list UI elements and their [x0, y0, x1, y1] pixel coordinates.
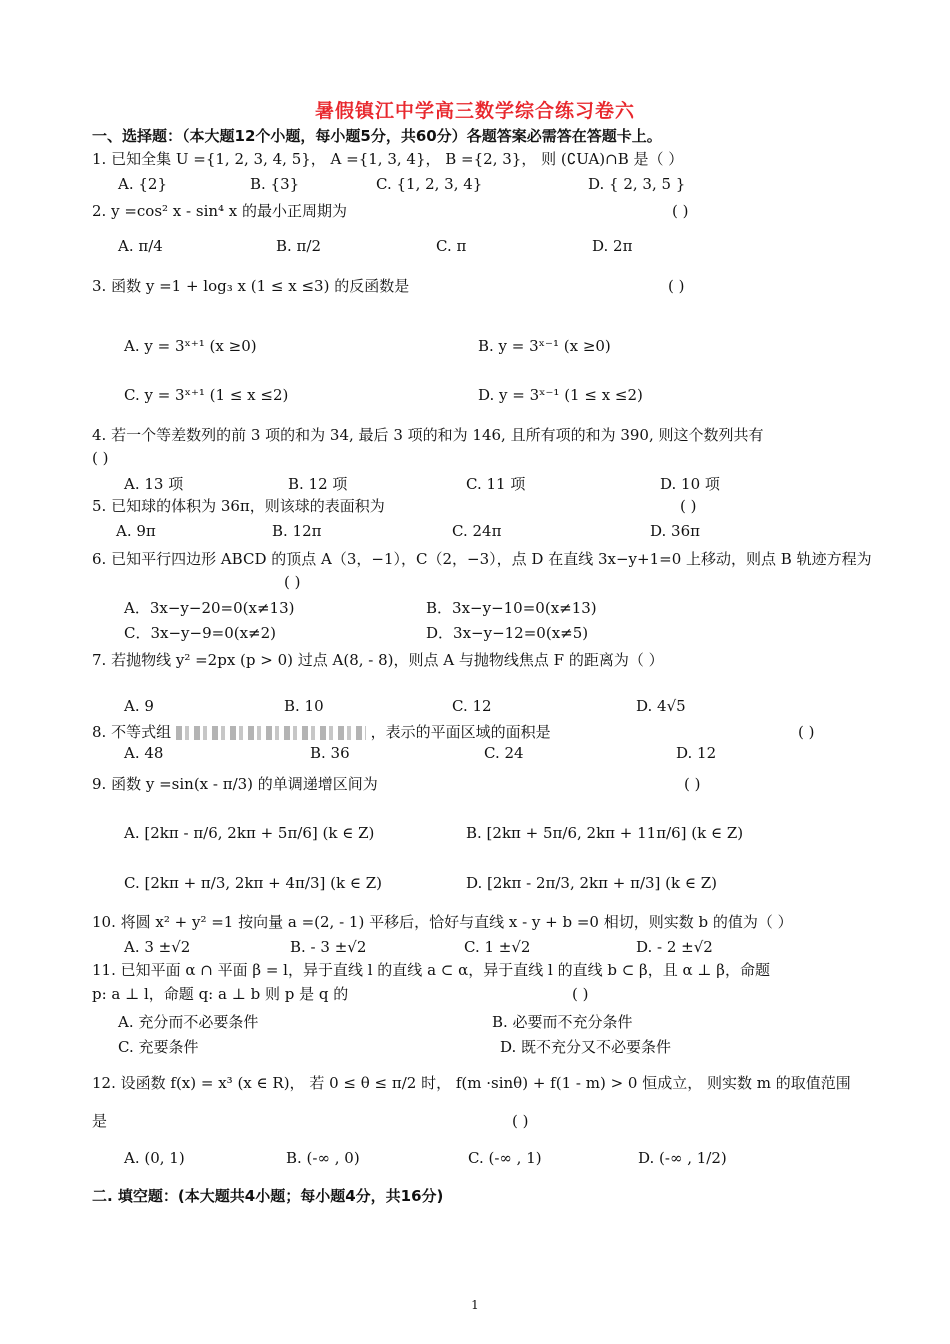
question-8-text-a: 8. 不等式组 [92, 723, 172, 741]
q12-option-a: A. (0, 1) [124, 1149, 185, 1167]
q7-option-d: D. 4√5 [636, 697, 686, 715]
q2-option-b: B. π/2 [276, 237, 322, 255]
q3-option-a: A. y = 3ˣ⁺¹ (x ≥0) [124, 337, 257, 355]
q8-option-b: B. 36 [310, 744, 350, 762]
page-title: 暑假镇江中学高三数学综合练习卷六 [314, 100, 635, 122]
q4-option-a: A. 13 项 [124, 475, 184, 493]
question-11: 11. 已知平面 α ∩ 平面 β = l，异于直线 l 的直线 a ⊂ α，异于直线 l 的直线 b ⊂ β，且 α ⊥ β，命题 [92, 961, 770, 979]
q11-option-d: D. 既不充分又不必要条件 [500, 1038, 672, 1056]
q2-option-a: A. π/4 [118, 237, 163, 255]
q9-option-d: D. [2kπ - 2π/3, 2kπ + π/3] (k ∈ Z) [466, 874, 718, 892]
q6-option-a: A．3x−y−20=0(x≠13) [124, 599, 295, 617]
q7-option-b: B. 10 [284, 697, 324, 715]
q12-option-c: C. (-∞ , 1) [468, 1149, 542, 1167]
question-2: 2. y =cos² x - sin⁴ x 的最小正周期为 [92, 202, 348, 220]
q10-option-a: A. 3 ±√2 [124, 938, 191, 956]
question-12-line-2: 是 [92, 1112, 108, 1130]
page-number: 1 [471, 1298, 479, 1312]
q8-option-a: A. 48 [124, 744, 164, 762]
q8-answer-blank: ( ) [798, 723, 815, 741]
q11-answer-blank: ( ) [572, 985, 589, 1003]
q2-answer-blank: ( ) [672, 202, 689, 220]
q1-option-a: A. {2} [118, 175, 167, 193]
inequality-system-image [176, 726, 366, 740]
q5-option-a: A. 9π [116, 522, 156, 540]
q3-answer-blank: ( ) [668, 277, 685, 295]
question-5: 5. 已知球的体积为 36π，则该球的表面积为 [92, 497, 385, 515]
q10-option-b: B. - 3 ±√2 [290, 938, 367, 956]
q9-option-c: C. [2kπ + π/3, 2kπ + 4π/3] (k ∈ Z) [124, 874, 382, 892]
q5-option-c: C. 24π [452, 522, 502, 540]
q10-option-c: C. 1 ±√2 [464, 938, 531, 956]
question-1: 1. 已知全集 U ={1, 2, 3, 4, 5}， A ={1, 3, 4}， B ={2, 3}， 则 (∁UA)∩B 是（ ） [92, 150, 684, 168]
question-4: 4. 若一个等差数列的前 3 项的和为 34, 最后 3 项的和为 146, 且所有项的和为 390, 则这个数列共有 [92, 426, 764, 444]
question-6-blank: ( ) [284, 573, 301, 591]
q9-option-b: B. [2kπ + 5π/6, 2kπ + 11π/6] (k ∈ Z) [466, 824, 744, 842]
question-4-blank: ( ) [92, 449, 109, 467]
q7-option-c: C. 12 [452, 697, 492, 715]
q11-option-b: B. 必要而不充分条件 [492, 1013, 633, 1031]
q10-option-d: D. - 2 ±√2 [636, 938, 713, 956]
q5-option-d: D. 36π [650, 522, 700, 540]
question-8 [92, 722, 551, 742]
q6-option-b: B．3x−y−10=0(x≠13) [426, 599, 597, 617]
question-10: 10. 将圆 x² + y² =1 按向量 a =(2, - 1) 平移后，恰好与直线 x - y + b =0 相切，则实数 b 的值为（ ） [92, 913, 793, 931]
section-1-heading: 一、选择题：（本大题12个小题，每小题5分，共60分）各题答案必需答在答题卡上。 [92, 127, 662, 145]
question-8-text-b: ，表示的平面区域的面积是 [370, 723, 551, 741]
q8-option-c: C. 24 [484, 744, 524, 762]
q9-option-a: A. [2kπ - π/6, 2kπ + 5π/6] (k ∈ Z) [124, 824, 375, 842]
section-2-heading: 二. 填空题：(本大题共4小题；每小题4分，共16分) [92, 1187, 444, 1205]
question-9: 9. 函数 y =sin(x - π/3) 的单调递增区间为 [92, 775, 378, 793]
q3-option-b: B. y = 3ˣ⁻¹ (x ≥0) [478, 337, 611, 355]
q12-option-d: D. (-∞ , 1/2) [638, 1149, 727, 1167]
question-6: 6. 已知平行四边形 ABCD 的顶点 A（3，−1），C（2，−3），点 D 在直线 3x−y+1=0 上移动，则点 B 轨迹方程为 [92, 550, 872, 568]
q1-option-b: B. {3} [250, 175, 300, 193]
q7-option-a: A. 9 [124, 697, 154, 715]
q3-option-c: C. y = 3ˣ⁺¹ (1 ≤ x ≤2) [124, 386, 289, 404]
q3-option-d: D. y = 3ˣ⁻¹ (1 ≤ x ≤2) [478, 386, 643, 404]
q12-option-b: B. (-∞ , 0) [286, 1149, 360, 1167]
q11-option-c: C. 充要条件 [118, 1038, 199, 1056]
q8-option-d: D. 12 [676, 744, 717, 762]
question-11-line-2: p: a ⊥ l，命题 q: a ⊥ b 则 p 是 q 的 [92, 985, 349, 1003]
question-7: 7. 若抛物线 y² =2px (p > 0) 过点 A(8, - 8)，则点 A 与抛物线焦点 F 的距离为（ ） [92, 651, 664, 669]
q6-option-c: C．3x−y−9=0(x≠2) [124, 624, 277, 642]
q6-option-d: D．3x−y−12=0(x≠5) [426, 624, 589, 642]
q11-option-a: A. 充分而不必要条件 [118, 1013, 259, 1031]
q2-option-c: C. π [436, 237, 467, 255]
q4-option-d: D. 10 项 [660, 475, 720, 493]
q1-option-d: D. { 2, 3, 5 } [588, 175, 686, 193]
q1-option-c: C. {1, 2, 3, 4} [376, 175, 483, 193]
q2-option-d: D. 2π [592, 237, 633, 255]
question-12: 12. 设函数 f(x) = x³ (x ∈ R)， 若 0 ≤ θ ≤ π/2 时， f(m ·sinθ) + f(1 - m) > 0 恒成立， 则实数 m 的取值范围 [92, 1074, 851, 1092]
q4-option-b: B. 12 项 [288, 475, 348, 493]
q12-answer-blank: ( ) [512, 1112, 529, 1130]
q4-option-c: C. 11 项 [466, 475, 526, 493]
q5-option-b: B. 12π [272, 522, 322, 540]
q5-answer-blank: ( ) [680, 497, 697, 515]
question-3: 3. 函数 y =1 + log₃ x (1 ≤ x ≤3) 的反函数是 [92, 277, 410, 295]
q9-answer-blank: ( ) [684, 775, 701, 793]
